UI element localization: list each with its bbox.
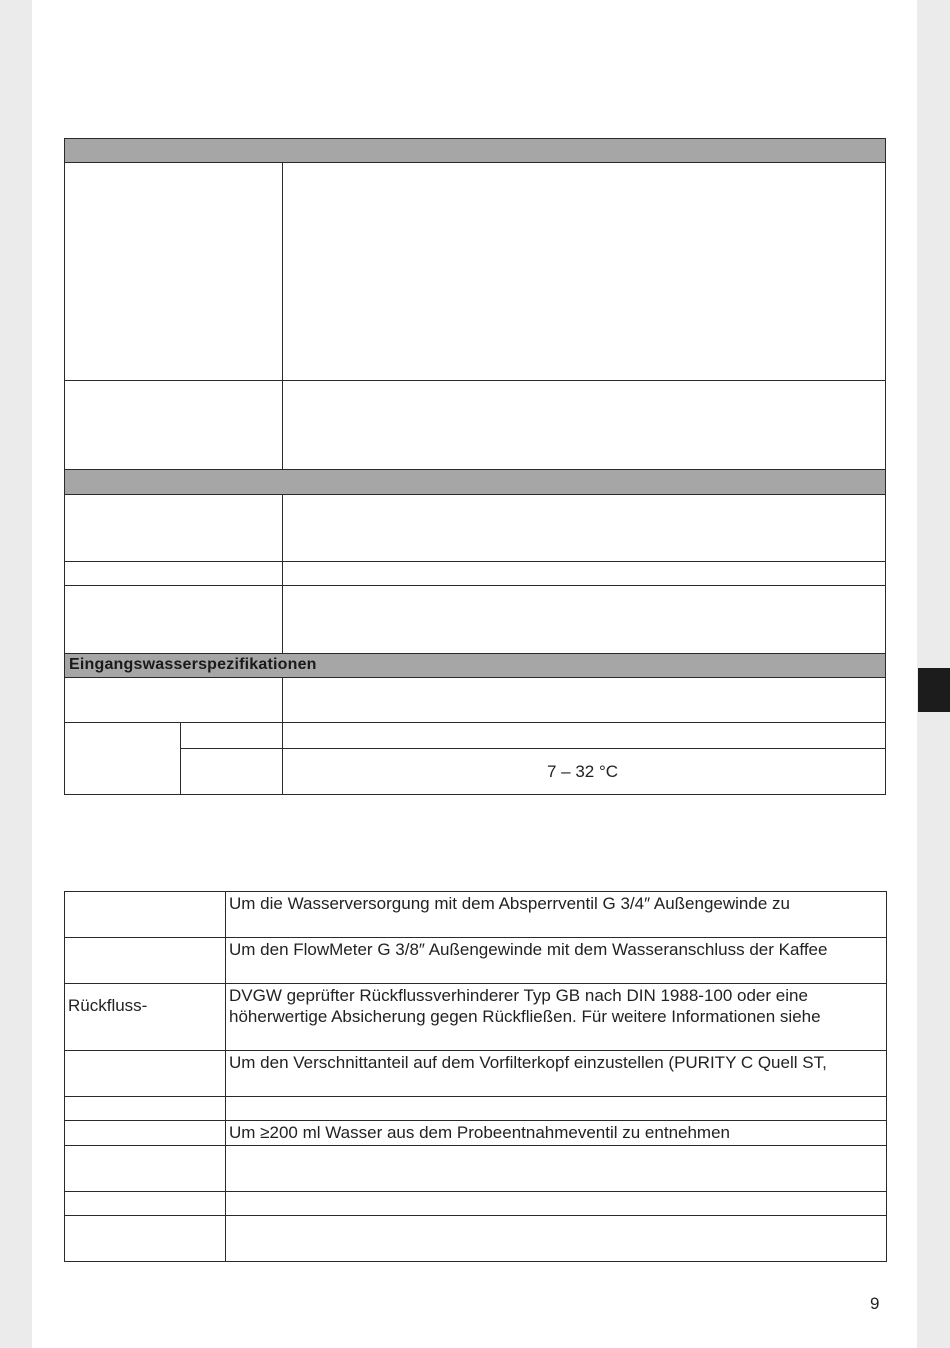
spec-table-header-1: [65, 139, 885, 163]
table1-row-divider: [65, 561, 885, 562]
table1-col-divider: [282, 495, 283, 653]
chapter-tab-marker: [918, 668, 950, 712]
table2-row-divider: [65, 1120, 886, 1121]
tools-row-3-description-line2: höherwertige Absicherung gegen Rückfließen. Für weitere Informationen siehe: [229, 1007, 821, 1026]
table2-row-divider: [65, 983, 886, 984]
spec-table-header-3-text: Eingangswasserspezifikationen: [69, 656, 317, 673]
spec-table: [64, 138, 886, 795]
spec-table-header-3: [65, 653, 885, 678]
table1-col-divider: [282, 678, 283, 794]
table1-row-divider: [65, 585, 885, 586]
table1-row-divider: [180, 748, 885, 749]
table2-row-divider: [65, 1050, 886, 1051]
table2-col-divider: [225, 892, 226, 1261]
tools-row-3-description-line1: DVGW geprüfter Rückflussverhinderer Typ GB nach DIN 1988-100 oder eine: [229, 986, 808, 1005]
table2-row-divider: [65, 1191, 886, 1192]
table2-row-divider: [65, 1145, 886, 1146]
tools-row-4-description: Um den Verschnittanteil auf dem Vorfilterkopf einzustellen (PURITY C Quell ST,: [229, 1053, 827, 1072]
tools-row-6-description: Um ≥200 ml Wasser aus dem Probeentnahmeventil zu entnehmen: [229, 1123, 731, 1142]
table1-row-divider: [65, 380, 885, 381]
table1-col-divider: [180, 722, 181, 794]
table2-row-divider: [65, 1215, 886, 1216]
tools-row-3-label: Rückfluss-: [68, 996, 148, 1015]
page-number: 9: [870, 1294, 880, 1313]
tools-row-1-description: Um die Wasserversorgung mit dem Absperrventil G 3/4″ Außengewinde zu: [229, 894, 790, 913]
spec-table-header-2: [65, 469, 885, 495]
temperature-value: 7 – 32 °C: [547, 762, 619, 781]
table1-col-divider: [282, 163, 283, 469]
table2-row-divider: [65, 1096, 886, 1097]
table1-row-divider: [65, 722, 885, 723]
tools-row-2-description: Um den FlowMeter G 3/8″ Außengewinde mit dem Wasseranschluss der Kaffee: [229, 940, 828, 959]
table2-row-divider: [65, 937, 886, 938]
